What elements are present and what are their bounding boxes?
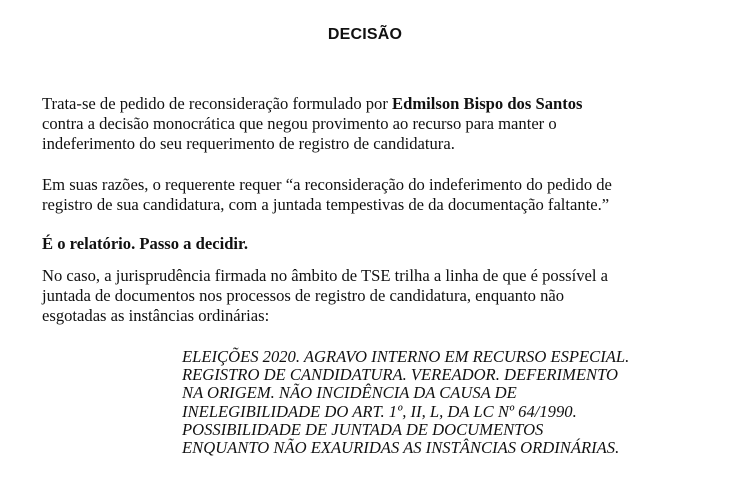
paragraph-intro-line-2: contra a decisão monocrática que negou provimento ao recurso para manter o [42,114,557,133]
citation-block [182,348,712,457]
citation-line-1: ELEIÇÕES 2020. AGRAVO INTERNO EM RECURSO ESPECIAL. [182,347,630,366]
paragraph-report: É o relatório. Passo a decidir. [42,234,249,253]
intro-text: Trata-se de pedido de reconsideração formulado por [42,94,393,113]
paragraph-jurisprudence [42,266,692,326]
citation-line-3: NA ORIGEM. NÃO INCIDÊNCIA DA CAUSA DE [182,383,517,403]
paragraph-jurisprudence-line-3: esgotadas as instâncias ordinárias: [42,306,270,325]
paragraph-reasons [42,175,692,215]
petitioner-name: Edmilson Bispo dos Santos [392,94,583,113]
citation-line-5: POSSIBILIDADE DE JUNTADA DE DOCUMENTOS [182,419,544,439]
paragraph-intro-line-1 [42,94,692,114]
citation-line-2: REGISTRO DE CANDIDATURA. VEREADOR. DEFERIMENTO [182,365,618,385]
paragraph-reasons-line-2: registro de sua candidatura, com a juntada tempestivas de da documentação faltante.” [42,195,610,214]
paragraph-intro [42,94,692,154]
citation-line-6: ENQUANTO NÃO EXAURIDAS AS INSTÂNCIAS ORDINÁRIAS. [182,438,620,458]
citation-line-4: INELEGIBILIDADE DO ART. 1º, II, L, DA LC Nº 64/1990. [182,401,577,421]
paragraph-jurisprudence-line-1: No caso, a jurisprudência firmada no âmbito de TSE trilha a linha de que é possível a [42,266,609,285]
paragraph-intro-line-3: indeferimento do seu requerimento de registro de candidatura. [42,134,455,153]
paragraph-reasons-line-1: Em suas razões, o requerente requer “a reconsideração do indeferimento do pedido de [42,175,612,194]
paragraph-jurisprudence-line-2: juntada de documentos nos processos de registro de candidatura, enquanto não [42,286,565,305]
document-title: DECISÃO [327,26,403,43]
